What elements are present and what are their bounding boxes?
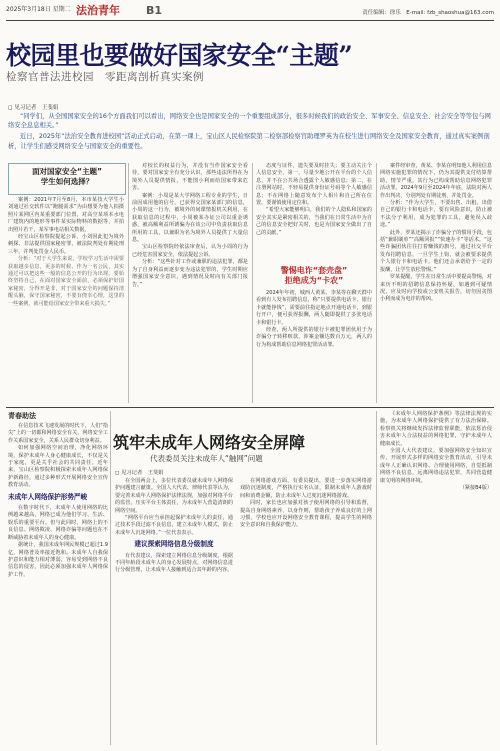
bottom-left-column	[8, 423, 108, 579]
bottom-headline: 筑牢未成年人网络安全屏障	[113, 433, 306, 452]
column-label: 青春助法	[8, 412, 36, 420]
divider	[376, 411, 377, 745]
bottom-column-2	[115, 478, 233, 575]
b-c2: 在全国两会上，多位代表委员就未成年人网络保护问题建言献策。全国人大代表、律师代表等认为，要完善未成年人网络保护法律法规，加强对网络平台的监管，压实平台主体责任，为未成年人营造清朗的网络空间。	[115, 478, 233, 514]
col3b-p1: 2024年年初，城西人黄某、李某等在聊天群中看到有人发布招聘信息，称“只要提供电话卡、银行卡就能挣钱”，需要前往指定地点开通电话卡，到银行开户，便可获得报酬，两人随即提供了多张电话卡和银行卡。	[256, 290, 372, 326]
b-c3b: 同时，家长也应加强对孩子使用网络的引导和监督，提高自身网络素养，以身作则，帮助孩子养成良好的上网习惯。学校也应开设网络安全教育课程，提高学生的网络安全意识和自我保护能力。	[240, 500, 372, 529]
issue-date: 2025年3月18日 星期二	[6, 6, 71, 13]
bottom-subheadline: 代表委员关注未成年人“触网”问题	[150, 454, 263, 463]
col1-analysis: 分析：“对于大学生来说，学校学习生活中需要获取越多信息，更多的时候，作为一名公民，其实通过可以把这些一般的信息公开的行为出现。要始终坚持自己，在面对国家安全面前，必须保护好国家秘密，分得开是非，对于国家安全的问题保持清醒头脑，保守国家秘密，不要有侥幸心理，这里的一些案例，就可能给国家安全带来重大损失。”	[8, 256, 124, 307]
col4-p4: 罗某提醒，学生在日常生活中要提高警惕，对来历不明的招聘信息保持怀疑，如遇到可疑情况，应及时向学校或公安机关报告，切勿因贪图小利而成为电诈的帮凶。	[380, 274, 492, 303]
byline: ◻ 见习记者 王斐娟	[8, 105, 59, 111]
section-name: 法治青年	[76, 4, 120, 17]
lead-p1: “同学们，从全国国家安全的16个方面我们可以看出，网络安全也是国家安全的一个重要组成部分，很多时候我们的政治安全、军事安全、信息安全、社会安全等等包与网络安全息息相关。”	[8, 113, 491, 130]
bl-p2: 在数字时代下，未成年人使用网络的比例越来越高，网络已成为他们学习、生活、娱乐的重要平台。但与此同时，网络上的不良信息、网络欺凌、网络诈骗等问题也在不断威胁着未成年人的身心健康。	[8, 505, 108, 541]
section1-title: 面对国家安全“主题”	[32, 167, 102, 176]
col2-p3: 宝山区检察院经依法审查后，认为小周的行为已经危害国家安全，依法提起公诉。	[132, 244, 248, 258]
b-c4: 《未成年人网络保护条例》等法律法规的实施，为未成年人网络保护提供了有力法治保障。检察机关将继续发挥法律监督职能，依法惩治侵害未成年人合法权益的网络犯罪，守护未成年人健康成长。	[380, 411, 492, 447]
b-c2c: 有代表建议，探索建立网络信息分级制度，根据不同年龄段未成年人的身心发展特点，对网络信息进行分级管理，让未成年人接触到适合其年龄的内容。	[115, 552, 233, 574]
col2-p1: 对校长的权益行为，并没有当作国家安全看待，要对国家安全有充分认识，那些违法所得在为境外人员提供情报，不能图小利而给国家带来危害。	[132, 163, 248, 192]
column-3	[256, 163, 372, 237]
b-c4b: 全国人大代表建议，要加强网络安全知识宣传，开展形式多样的网络安全教育活动，引导未成年人正确认识网络、合理使用网络，自觉抵制网络不良信息，远离网络违法犯罪，共同营造健康文明的网络环境。	[380, 448, 492, 484]
col4-p3: 此外，罗某还揭示了诈骗分子的惯用手段，包括“兼职刷单”“高额回报”“快速办卡”等话术。“这些诈骗团伙往往打着赚钱的旗号，通过社交平台发布招聘信息，一旦学生上钩，就会被要求提供个人银行卡和电话卡。他们还会承诺给予一定的报酬，让学生放松警惕。”	[380, 229, 492, 273]
column-3b	[256, 290, 372, 349]
b-c2b: “网络平台应当承担起保护未成年人的责任，通过技术手段过滤不良信息，建立未成年人模式，防止未成年人沉迷网络。”一位代表表示。	[115, 515, 233, 536]
col1-p2: 经宝山区检察院提起公诉，小刘因此犯为境外刺探、非法提供国家秘密罪，被法院判处有期徒刑三年，并判处罚金人民币。	[8, 234, 124, 255]
divider	[110, 411, 111, 745]
bottom-column-3	[240, 478, 372, 530]
section1-title2: 学生如何选择？	[40, 177, 94, 186]
section1-heading-box	[8, 163, 126, 195]
section-rule	[6, 407, 494, 408]
divider	[128, 163, 129, 403]
lead-paragraphs	[8, 112, 492, 153]
column-4	[380, 163, 492, 304]
divider	[252, 163, 253, 403]
page-header	[6, 3, 494, 21]
editor-contact: 责任编辑：徐乐 E-mail: fzb_shaoshua@163.com	[362, 10, 494, 16]
lead-p2: 近日，2025年“法治安全教育进校园”活动正式启动，在第一课上，宝山区人民检察院第二检察部检察官助理罗英为在校生进行网络安全及国家安全教育，通过真实案例剖析，让学生们感受网络安全与国家安全的重要性。	[8, 133, 490, 150]
bl-intro: 在信息技术飞速发展的时代下，人们“指尖”上的一切都和网络安全有关，网络安全工作关系国家安全，关系人民群众切身利益。	[8, 423, 108, 444]
col2-p2: 案例：小周是某大学网络工程专业的学生，日前因成用他的信号，已获得交国家某部门的信息，小周的这一行为，被境外的间谍情报机关利用，在获取信息的过程中，小周被某办证公司以重金诱惑，被高额利益所诱骗为在该公司中负责获取信息所用的工具，以兼职为名为境外人员提供了大量信息。	[132, 192, 248, 244]
bl-subhead: 未成年人网络保护形势严峻	[8, 492, 88, 501]
b-c3: 在网络游戏方面，有委员提出，要进一步落实网络游戏防沉迷制度，严格执行实名认证，限制未成年人游戏时间和消费金额，防止未成年人过度沉迷网络游戏。	[240, 478, 372, 499]
col4-p2: 分析：“作为大学生，不要出售、出租、出借自己的银行卡和电话卡，要有风险意识，防止被不法分子利用，成为犯罪的工具，避免误入歧途。”	[380, 200, 492, 229]
headline: 校园里也要做好国家安全“主题”	[6, 41, 353, 70]
col1-p1: 案例：2021年7月至8月，本市某技大学生小刘通过社交软件以“跑腿需求”为由想要为他人拍摄照片某网区内某重要部门位置，对高空某项本水电厂建筑内的地形等事件某实际物料的数据等，并拍出照片若干，某军事电站相关数据。	[8, 197, 124, 233]
bl-p3: 据统计，我国未成年网民规模已超过1.9亿，网络普及率接近饱和。未成年人自我保护意识和能力相对薄弱，容易受到网络不良信息的侵害，因此必须加强未成年人网络保护工作。	[8, 542, 108, 578]
section2-heading	[256, 266, 372, 286]
col2-p4: 分析：“这些针对工作或兼职的违法犯罪，都是为了自身利益而逐步变为违法犯罪的，学生时期应增强国家安全意识，遇到情况及时向有关部门报告。”	[132, 259, 248, 288]
col3-p1: 态度与证件，遗失要及时挂失；要主动关注个人信息安全，第一，尽量少地公开在平台的个人信息，并不在公共场合透露个人敏感信息；第二，在注册网站时，不轻易提供身份证号码等个人敏感信息；不在网络上随意发布个人相片和自己所在位置，要谨慎使用定位和。	[256, 163, 372, 207]
section2-title: 警惕电诈“套壳盘”	[280, 266, 348, 275]
column-2	[132, 163, 248, 289]
bottom-byline: ◻ 见习记者 王斐娟	[115, 470, 164, 476]
bottom-column-4	[380, 411, 492, 492]
col3-p2: “希望大家能够明白，我们的个人隐私和国家的安全其实是紧密相关的，当我们在日常生活中为自己的信息安全把好关时，也是为国家安全做出了自己的贡献。”	[256, 207, 372, 236]
b-footer: （紧接B4版）	[459, 485, 492, 492]
column-1	[8, 197, 124, 308]
b-c2-subhead: 建议探索网络信息分级制度	[134, 540, 214, 549]
col4-p1: 案件经审查，黄某、李某在明知他人利用信息网络实施犯罪的情况下，仍为其提供支付结算帮助，情节严重，其行为已构成帮助信息网络犯罪活动罪。2024年9月至2024年年底，法院对两人作出判决，分别判处有期徒刑，并处罚金。	[380, 163, 492, 199]
subheadline: 检察官普法进校园 零距离剖析真实案例	[6, 71, 204, 83]
section2-title2: 拒绝成为“卡农”	[284, 276, 344, 285]
page-number: B1	[146, 4, 163, 17]
bl-p1: 如何加强网络空间治理，净化网络环境，保护未成年人身心健康成长，不仅是关于家庭，更是关乎社会的共同责任。近年来，宝山区检察院积极探索未成年人网络保护新路径，通过多种形式开展网络安全宣传教育活动。	[8, 445, 108, 489]
col3b-p2: 经查，两人所提供的银行卡被犯罪团伙用于为诈骗分子转移赃款，涉案金额达数百万元，两人的行为构成帮助信息网络犯罪活动罪。	[256, 327, 372, 348]
divider	[376, 163, 377, 403]
